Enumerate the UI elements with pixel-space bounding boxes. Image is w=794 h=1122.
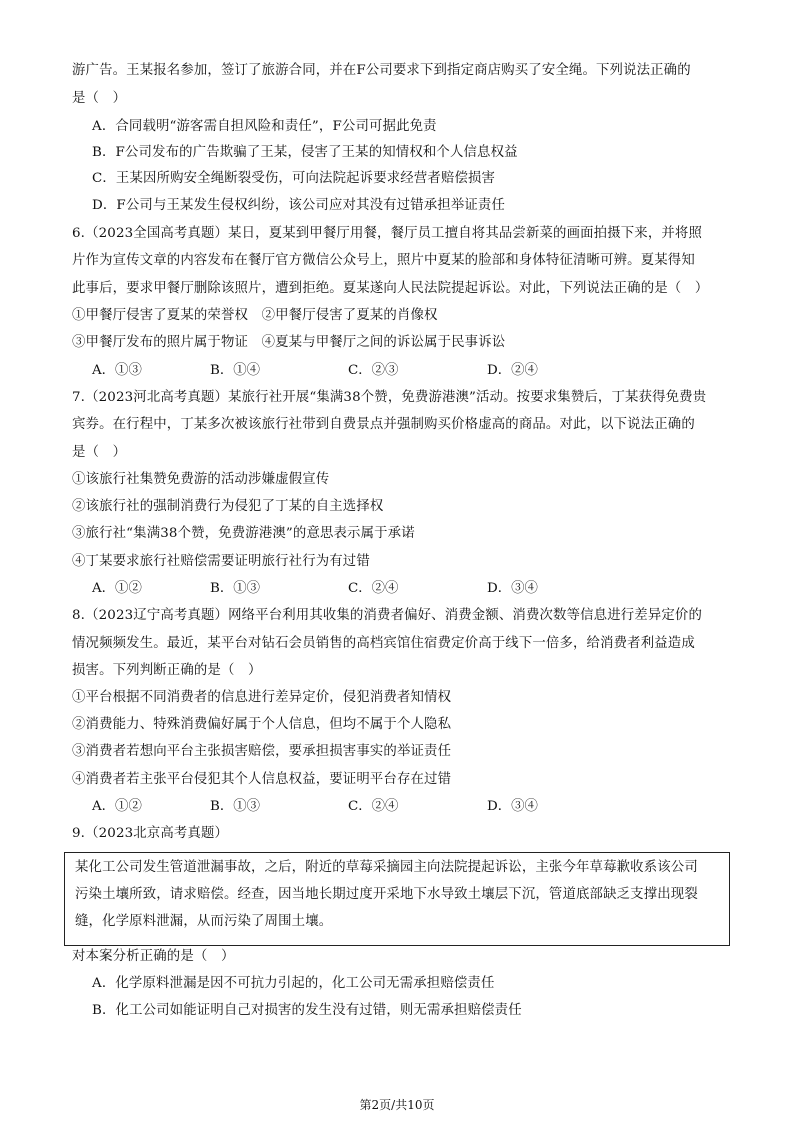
statement-line: ①该旅行社集赞免费游的活动涉嫌虚假宣传 (72, 472, 330, 487)
answer-option[interactable]: D．③④ (487, 799, 538, 814)
question-7-stem: 7.（2023河北高考真题）某旅行社开展“集满38个赞，免费游港澳”活动。按要求集赞后，丁某获得免费贵 (72, 390, 707, 405)
question-text-line: 此事后，要求甲餐厅删除该照片，遭到拒绝。夏某遂向人民法院提起诉讼。对此，下列说法正确的是（ ） (72, 281, 709, 296)
statement-line: ①平台根据不同消费者的信息进行差异定价，侵犯消费者知情权 (72, 690, 452, 705)
answer-option[interactable]: B．化工公司如能证明自己对损害的发生没有过错，则无需承担赔偿责任 (92, 1003, 522, 1018)
question-9-stem: 对本案分析正确的是（ ） (72, 949, 235, 964)
statement-line: ④消费者若主张平台侵犯其个人信息权益，要证明平台存在过错 (72, 772, 452, 787)
answer-option[interactable]: A．化学原料泄漏是因不可抗力引起的，化工公司无需承担赔偿责任 (92, 976, 495, 991)
question-text-line: 游广告。王某报名参加，签订了旅游合同，并在F公司要求下到指定商店购买了安全绳。下列说法正确的 (72, 63, 691, 78)
answer-option[interactable]: B．①③ (210, 581, 261, 596)
answer-option[interactable]: D．③④ (487, 581, 538, 596)
answer-option[interactable]: D．②④ (487, 363, 538, 378)
statement-line: ③甲餐厅发布的照片属于物证 ④夏某与甲餐厅之间的诉讼属于民事诉讼 (72, 335, 506, 350)
question-text-line: 宾券。在行程中，丁某多次被该旅行社带到自费景点并强制购买价格虚高的商品。对此，以下说法正确的 (72, 417, 695, 432)
answer-option[interactable]: A．①③ (92, 363, 142, 378)
answer-option[interactable]: B．①③ (210, 799, 261, 814)
answer-option[interactable]: C．②④ (348, 581, 399, 596)
material-line: 某化工公司发生管道泄漏事故，之后，附近的草莓采摘园主向法院提起诉讼，主张今年草莓歉收系该公司 (75, 860, 698, 875)
question-text-line: 情况频频发生。最近，某平台对钻石会员销售的高档宾馆住宿费定价高于线下一倍多，给消费者利益造成 (72, 636, 695, 651)
answer-option[interactable]: A．①② (92, 799, 142, 814)
question-text-line: 片作为宣传文章的内容发布在餐厅官方微信公众号上，照片中夏某的脸部和身体特征清晰可辨。夏某得知 (72, 253, 695, 268)
answer-option[interactable]: D．F公司与王某发生侵权纠纷，该公司应对其没有过错承担举证责任 (92, 198, 506, 213)
statement-line: ④丁某要求旅行社赔偿需要证明旅行社行为有过错 (72, 554, 370, 569)
answer-option[interactable]: B．F公司发布的广告欺骗了王某，侵害了王某的知情权和个人信息权益 (92, 145, 518, 160)
statement-line: ①甲餐厅侵害了夏某的荣誉权 ②甲餐厅侵害了夏某的肖像权 (72, 308, 438, 323)
statement-line: ②该旅行社的强制消费行为侵犯了丁某的自主选择权 (72, 499, 384, 514)
question-text-line: 损害。下列判断正确的是（ ） (72, 663, 262, 678)
answer-option[interactable]: C．②④ (348, 799, 399, 814)
question-text-line: 是（ ） (72, 91, 127, 106)
question-6-stem: 6.（2023全国高考真题）某日，夏某到甲餐厅用餐，餐厅员工擅自将其品尝新菜的画面拍摄下来，并将照 (72, 226, 702, 241)
material-line: 缝，化学原料泄漏，从而污染了周围土壤。 (75, 914, 333, 929)
question-8-stem: 8.（2023辽宁高考真题）网络平台利用其收集的消费者偏好、消费金额、消费次数等信息进行差异定价的 (72, 608, 702, 623)
material-box (64, 852, 730, 946)
statement-line: ②消费能力、特殊消费偏好属于个人信息，但均不属于个人隐私 (72, 717, 452, 732)
page-number: 第2页/共10页 (359, 1098, 435, 1112)
answer-option[interactable]: A．合同载明“游客需自担风险和责任”，F公司可据此免责 (92, 119, 437, 134)
statement-line: ③旅行社“集满38个赞，免费游港澳”的意思表示属于承诺 (72, 526, 415, 541)
material-line: 污染土壤所致，请求赔偿。经查，因当地长期过度开采地下水导致土壤层下沉，管道底部缺乏支撑出现裂 (75, 887, 698, 902)
answer-option[interactable]: A．①② (92, 581, 142, 596)
answer-option[interactable]: B．①④ (210, 363, 261, 378)
statement-line: ③消费者若想向平台主张损害赔偿，要承担损害事实的举证责任 (72, 744, 452, 759)
question-text-line: 是（ ） (72, 445, 127, 460)
question-9-heading: 9.（2023北京高考真题） (72, 826, 229, 841)
answer-option[interactable]: C．②③ (348, 363, 399, 378)
answer-option[interactable]: C．王某因所购安全绳断裂受伤，可向法院起诉要求经营者赔偿损害 (92, 171, 496, 186)
